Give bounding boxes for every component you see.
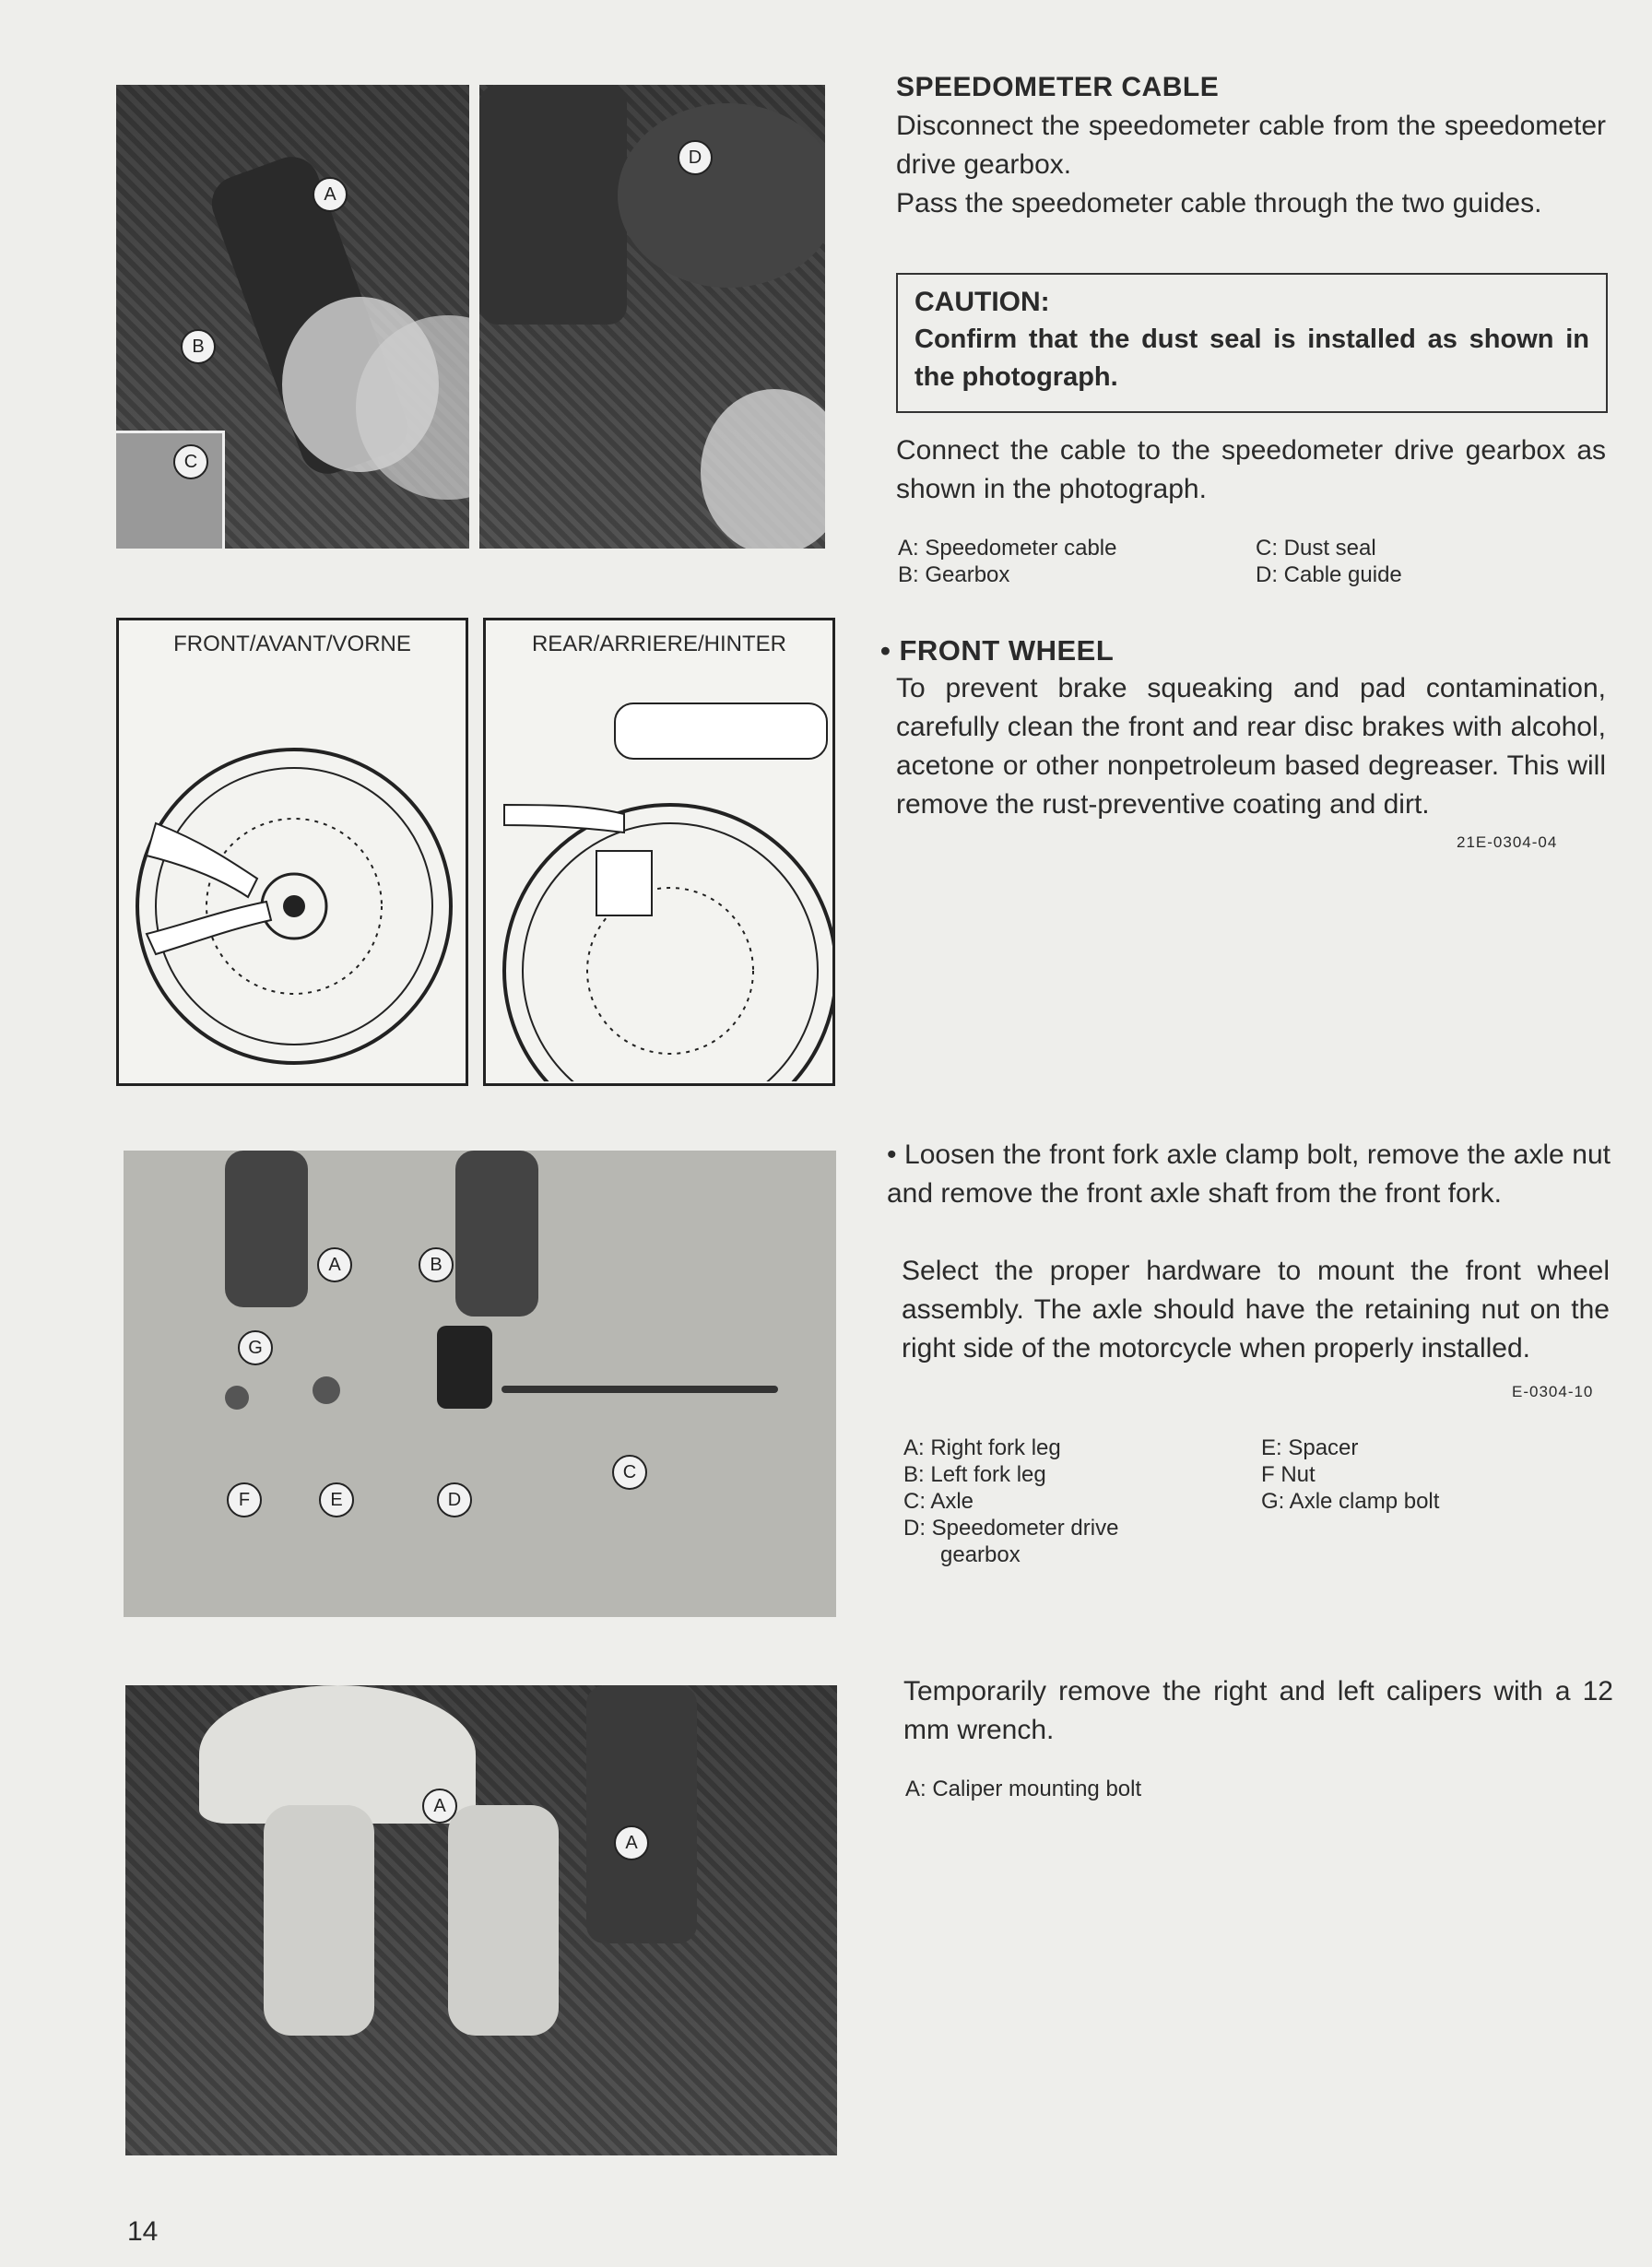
caliper-callout-a-right: A: [614, 1825, 649, 1860]
axle-legend-e: E: Spacer: [1261, 1435, 1359, 1460]
page-number: 14: [127, 2216, 159, 2247]
axle-legend-d-cont: gearbox: [940, 1542, 1021, 1567]
axle-callout-a: A: [317, 1247, 352, 1282]
speedometer-gearbox-photo: [116, 85, 469, 549]
caution-box: [896, 273, 1608, 413]
rear-brake-illustration: [483, 618, 835, 1086]
axle-legend-g: G: Axle clamp bolt: [1261, 1489, 1440, 1514]
axle-legend-f: F Nut: [1261, 1462, 1316, 1487]
speedometer-legend-d: D: Cable guide: [1256, 562, 1402, 587]
axle-legend-b: B: Left fork leg: [903, 1462, 1046, 1487]
axle-legend-c: C: Axle: [903, 1489, 974, 1514]
front-wheel-code: 21E-0304-04: [1457, 833, 1558, 851]
speedometer-legend-a: A: Speedometer cable: [898, 536, 1117, 561]
axle-legend-a: A: Right fork leg: [903, 1435, 1061, 1460]
speedometer-legend-c: C: Dust seal: [1256, 536, 1376, 561]
rear-wheel-drawing: [486, 667, 832, 1081]
caliper-legend: A: Caliper mounting bolt: [905, 1777, 1142, 1801]
front-wheel-heading: • FRONT WHEEL: [880, 634, 1115, 667]
photo-callout-c: C: [173, 444, 208, 479]
axle-code: E-0304-10: [1512, 1383, 1594, 1400]
axle-callout-e: E: [319, 1482, 354, 1517]
caliper-photo: [125, 1685, 837, 2155]
axle-text-1: • Loosen the front fork axle clamp bolt, remove the axle nut and remove the front axle shaft from the front fork.: [887, 1139, 1611, 1209]
speedometer-heading: SPEEDOMETER CABLE: [896, 72, 1220, 102]
axle-callout-b: B: [419, 1247, 454, 1282]
photo-callout-a: A: [313, 177, 348, 212]
speedometer-legend-b: B: Gearbox: [898, 562, 1010, 587]
axle-callout-d: D: [437, 1482, 472, 1517]
photo-callout-d: D: [678, 140, 713, 175]
caution-title: CAUTION:: [914, 287, 1050, 317]
axle-callout-g: G: [238, 1330, 273, 1365]
front-wheel-text: To prevent brake squeaking and pad contamination, carefully clean the front and rear disc brakes with alcohol, acetone or other nonpetroleum based degreaser. This will remove the rust-preventive coating and dirt.: [896, 673, 1606, 820]
front-illustration-label: FRONT/AVANT/VORNE: [173, 632, 411, 656]
caution-text: Confirm that the dust seal is installed as shown in the photograph.: [914, 325, 1589, 392]
speedometer-text-3: Connect the cable to the speedometer drive gearbox as shown in the photograph.: [896, 435, 1606, 504]
caliper-text: Temporarily remove the right and left calipers with a 12 mm wrench.: [903, 1676, 1613, 1745]
axle-callout-f: F: [227, 1482, 262, 1517]
cable-guide-photo: [479, 85, 825, 549]
axle-legend-d: D: Speedometer drive: [903, 1516, 1119, 1541]
rear-illustration-label: REAR/ARRIERE/HINTER: [531, 632, 787, 656]
front-brake-illustration: [116, 618, 468, 1086]
axle-text-2: Select the proper hardware to mount the front wheel assembly. The axle should have the retaining nut on the right side of the motorcycle when properly installed.: [902, 1256, 1610, 1364]
fork-axle-photo: [124, 1151, 836, 1617]
front-wheel-drawing: [119, 667, 466, 1081]
speedometer-text-1: Disconnect the speedometer cable from the speedometer drive gearbox.: [896, 111, 1606, 180]
speedometer-text-2: Pass the speedometer cable through the two guides.: [896, 188, 1542, 218]
axle-callout-c: C: [612, 1455, 647, 1490]
caliper-callout-a-left: A: [422, 1789, 457, 1824]
photo-callout-b: B: [181, 329, 216, 364]
